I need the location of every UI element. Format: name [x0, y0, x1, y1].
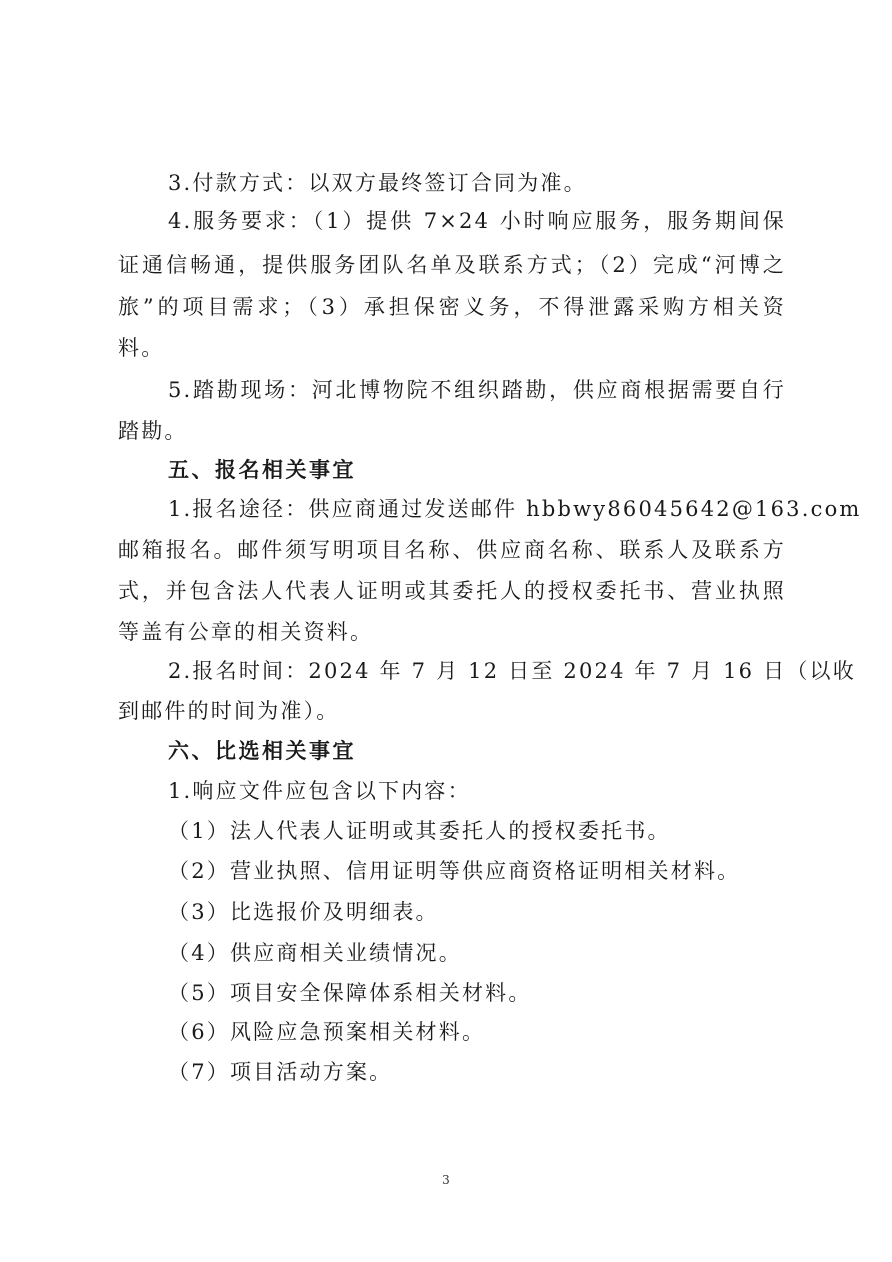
- response-docs-item-7: （7）项目活动方案。: [168, 1060, 393, 1084]
- registration-method-line-2: 邮箱报名。邮件须写明项目名称、供应商名称、联系人及联系方: [118, 538, 786, 562]
- site-visit-line-2: 踏勘。: [118, 419, 188, 443]
- response-docs-item-4: （4）供应商相关业绩情况。: [168, 941, 462, 965]
- registration-time-line-1: 2.报名时间：2024 年 7 月 12 日至 2024 年 7 月 16 日（以收: [168, 659, 856, 683]
- response-docs-intro: 1.响应文件应包含以下内容：: [168, 779, 471, 803]
- response-docs-item-5: （5）项目安全保障体系相关材料。: [168, 981, 532, 1005]
- registration-method-line-3: 式，并包含法人代表人证明或其委托人的授权委托书、营业执照: [118, 579, 786, 603]
- response-docs-item-6: （6）风险应急预案相关材料。: [168, 1020, 486, 1044]
- site-visit-line-1: 5.踏勘现场：河北博物院不组织踏勘，供应商根据需要自行: [168, 378, 786, 402]
- page-number: 3: [442, 1173, 450, 1187]
- registration-method-line-1: 1.报名途径：供应商通过发送邮件 hbbwy86045642@163.com: [168, 497, 862, 521]
- service-requirements-line-4: 料。: [118, 336, 165, 360]
- response-docs-item-1: （1）法人代表人证明或其委托人的授权委托书。: [168, 819, 671, 843]
- service-requirements-line-2: 证通信畅通，提供服务团队名单及联系方式；（2）完成“河博之: [118, 253, 786, 277]
- section-heading-registration: 五、报名相关事宜: [168, 458, 356, 482]
- registration-method-line-4: 等盖有公章的相关资料。: [118, 620, 374, 644]
- section-heading-selection: 六、比选相关事宜: [168, 739, 356, 763]
- response-docs-item-3: （3）比选报价及明细表。: [168, 900, 439, 924]
- service-requirements-line-1: 4.服务要求：（1）提供 7×24 小时响应服务，服务期间保: [168, 209, 786, 233]
- payment-method-line: 3.付款方式：以双方最终签订合同为准。: [168, 171, 587, 195]
- service-requirements-line-3: 旅”的项目需求；（3）承担保密义务，不得泄露采购方相关资: [118, 295, 786, 319]
- response-docs-item-2: （2）营业执照、信用证明等供应商资格证明相关材料。: [168, 859, 741, 883]
- registration-time-line-2: 到邮件的时间为准）。: [118, 699, 340, 723]
